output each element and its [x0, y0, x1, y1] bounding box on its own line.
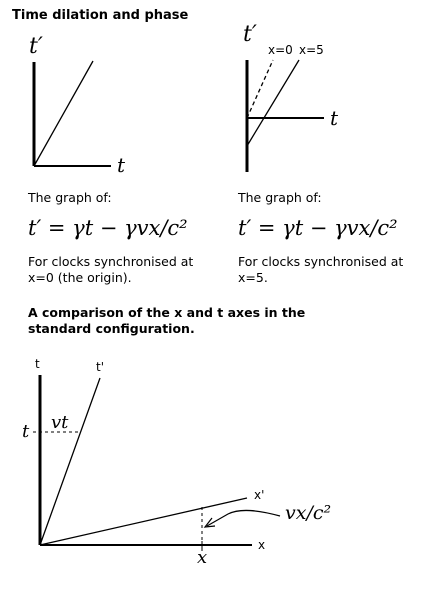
- t-axis-label: t: [35, 357, 40, 371]
- right-graph: [247, 60, 324, 172]
- arrow-shaft: [207, 510, 280, 526]
- x-tick-label: x: [197, 547, 208, 568]
- left-equation: t′ = γt − γvx/c²: [28, 216, 188, 240]
- left-caption-line2: x=0 (the origin).: [28, 270, 132, 285]
- vx-over-c2-label: vx/c²: [285, 502, 332, 524]
- right-line-x5: [247, 60, 299, 146]
- right-caption-line2: x=5.: [238, 270, 268, 285]
- right-line-label-x5: x=5: [299, 43, 324, 57]
- left-caption-line1: For clocks synchronised at: [28, 254, 194, 269]
- comparison-title-line2: standard configuration.: [28, 321, 195, 336]
- left-horizontal-axis-label: t: [117, 153, 126, 177]
- x-axis-label: x: [258, 538, 266, 552]
- right-caption-line1: For clocks synchronised at: [238, 254, 404, 269]
- left-caption-intro: The graph of:: [28, 190, 112, 205]
- right-caption-intro: The graph of:: [238, 190, 322, 205]
- t-prime-axis-label: t': [96, 360, 105, 374]
- x-prime-axis-label: x': [254, 488, 265, 502]
- page-heading: Time dilation and phase: [12, 8, 189, 23]
- vt-label: vt: [51, 412, 69, 433]
- right-equation: t′ = γt − γvx/c²: [238, 216, 398, 240]
- t-tick-label: t: [22, 421, 30, 442]
- right-line-label-x0: x=0: [268, 43, 293, 57]
- right-horizontal-axis-label: t: [330, 106, 339, 130]
- left-worldline: [34, 61, 93, 166]
- comparison-title-line1: A comparison of the x and t axes in the: [28, 305, 306, 320]
- left-vertical-axis-label: t′: [29, 34, 43, 59]
- t-prime-axis: [40, 378, 100, 545]
- comparison-graph: [33, 375, 280, 551]
- right-vertical-axis-label: t′: [243, 22, 257, 47]
- left-graph: [34, 61, 111, 166]
